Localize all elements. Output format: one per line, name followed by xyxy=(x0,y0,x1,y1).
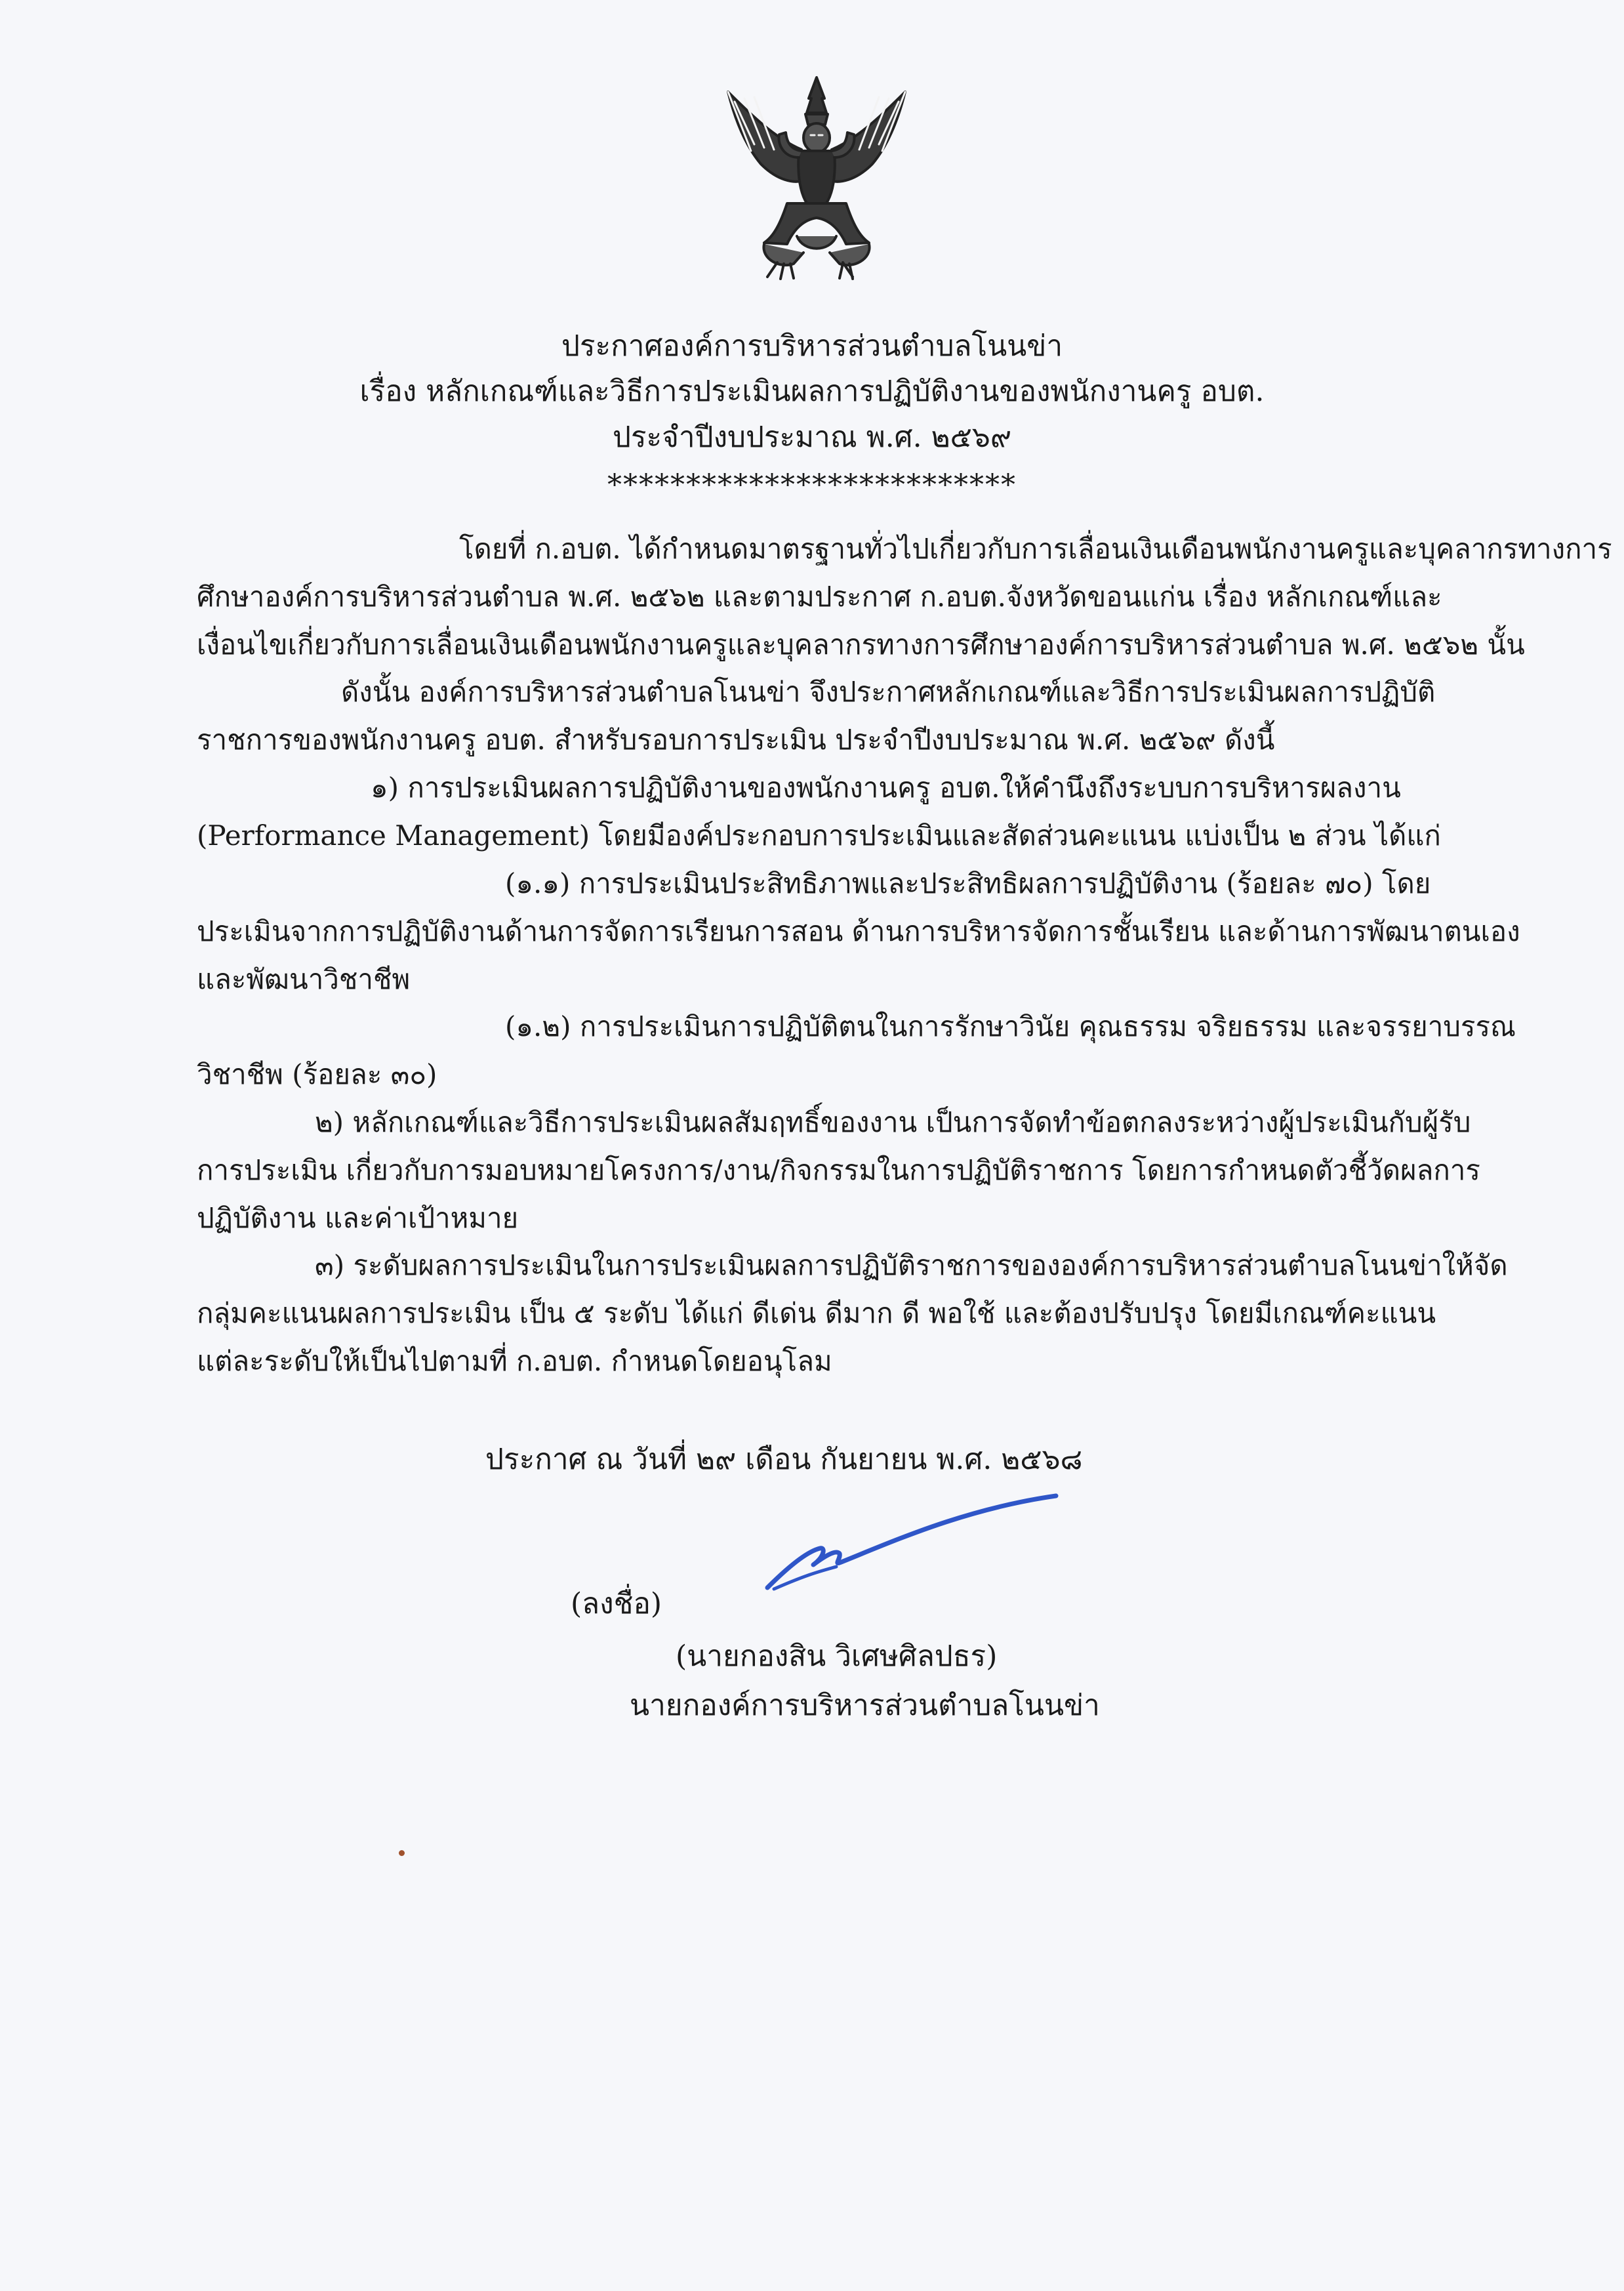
intro-line: เงื่อนไขเกี่ยวกับการเลื่อนเงินเดือนพนักงานครูและบุคลากรทางการศึกษาองค์การบริหารส่วนตำบล พ.ศ. ๒๕๖๒ นั้น xyxy=(197,629,1525,661)
announce-paragraph xyxy=(197,668,1509,764)
item-3-paragraph xyxy=(197,1241,1509,1385)
item-3-line: กลุ่มคะแนนผลการประเมิน เป็น ๕ ระดับ ได้แก่ ดีเด่น ดีมาก ดี พอใช้ และต้องปรับปรุง โดยมีเกณฑ์คะแนน xyxy=(197,1297,1436,1329)
intro-paragraph xyxy=(197,525,1612,669)
item-1-2-line: (๑.๒) การประเมินการปฏิบัติตนในการรักษาวินัย คุณธรรม จริยธรรม และจรรยาบรรณ xyxy=(505,1010,1516,1042)
signer-name: (นายกองสิน วิเศษศิลปธร) xyxy=(676,1640,998,1673)
header-separator: ************************** xyxy=(607,468,1017,502)
item-2-line: การประเมิน เกี่ยวกับการมอบหมายโครงการ/งาน/กิจกรรมในการปฏิบัติราชการ โดยการกำหนดตัวชี้วัดผลการ xyxy=(197,1154,1480,1186)
item-1-1-line: ประเมินจากการปฏิบัติงานด้านการจัดการเรียนการสอน ด้านการบริหารจัดการชั้นเรียน และด้านการพัฒนาตนเอง xyxy=(197,915,1520,947)
item-1-1-line: และพัฒนาวิชาชีพ xyxy=(197,963,411,995)
signer-position: นายกองค์การบริหารส่วนตำบลโนนข่า xyxy=(630,1689,1100,1722)
item-1-2-line: วิชาชีพ (ร้อยละ ๓๐) xyxy=(197,1058,437,1090)
fiscal-year-title: ประจำปีงบประมาณ พ.ศ. ๒๕๖๙ xyxy=(612,421,1012,454)
item-2-line: ๒) หลักเกณฑ์และวิธีการประเมินผลสัมฤทธิ์ของงาน เป็นการจัดทำข้อตกลงระหว่างผู้ประเมินกับผู้รับ xyxy=(315,1106,1471,1138)
garuda-emblem-icon xyxy=(715,72,918,282)
item-1-1-line: (๑.๑) การประเมินประสิทธิภาพและประสิทธิผลการปฏิบัติงาน (ร้อยละ ๗๐) โดย xyxy=(505,867,1431,899)
item-2-line: ปฏิบัติงาน และค่าเป้าหมาย xyxy=(197,1202,519,1234)
signed-label: (ลงชื่อ) xyxy=(571,1587,662,1620)
handwritten-signature xyxy=(748,1489,1063,1607)
announcement-date: ประกาศ ณ วันที่ ๒๙ เดือน กันยายน พ.ศ. ๒๕๖๘ xyxy=(485,1443,1083,1476)
item-3-line: ๓) ระดับผลการประเมินในการประเมินผลการปฏิบัติราชการขององค์การบริหารส่วนตำบลโนนข่าให้จัด xyxy=(315,1249,1508,1281)
item-1-2-paragraph xyxy=(197,1002,1516,1098)
announce-line: ดังนั้น องค์การบริหารส่วนตำบลโนนข่า จึงประกาศหลักเกณฑ์และวิธีการประเมินผลการปฏิบัติ xyxy=(341,676,1436,708)
item-3-line: แต่ละระดับให้เป็นไปตามที่ ก.อบต. กำหนดโดยอนุโลม xyxy=(197,1345,832,1377)
item-1-paragraph xyxy=(197,764,1509,859)
announce-line: ราชการของพนักงานครู อบต. สำหรับรอบการประเมิน ประจำปีงบประมาณ พ.ศ. ๒๕๖๙ ดังนี้ xyxy=(197,724,1275,756)
item-1-1-paragraph xyxy=(197,859,1520,1003)
item-1-line: (Performance Management) โดยมีองค์ประกอบการประเมินและสัดส่วนคะแนน แบ่งเป็น ๒ ส่วน ได้แก่ xyxy=(197,819,1441,852)
paper-speck xyxy=(399,1850,405,1856)
issuer-title: ประกาศองค์การบริหารส่วนตำบลโนนข่า xyxy=(561,329,1063,363)
intro-line: ศึกษาองค์การบริหารส่วนตำบล พ.ศ. ๒๕๖๒ และตามประกาศ ก.อบต.จังหวัดขอนแก่น เรื่อง หลักเกณฑ์และ xyxy=(197,581,1442,613)
subject-title: เรื่อง หลักเกณฑ์และวิธีการประเมินผลการปฏิบัติงานของพนักงานครู อบต. xyxy=(359,375,1265,408)
item-2-paragraph xyxy=(197,1098,1509,1242)
item-1-line: ๑) การประเมินผลการปฏิบัติงานของพนักงานครู อบต.ให้คำนึงถึงระบบการบริหารผลงาน xyxy=(371,772,1401,804)
intro-line: โดยที่ ก.อบต. ได้กำหนดมาตรฐานทั่วไปเกี่ยวกับการเลื่อนเงินเดือนพนักงานครูและบุคลากรทางการ xyxy=(459,533,1612,565)
